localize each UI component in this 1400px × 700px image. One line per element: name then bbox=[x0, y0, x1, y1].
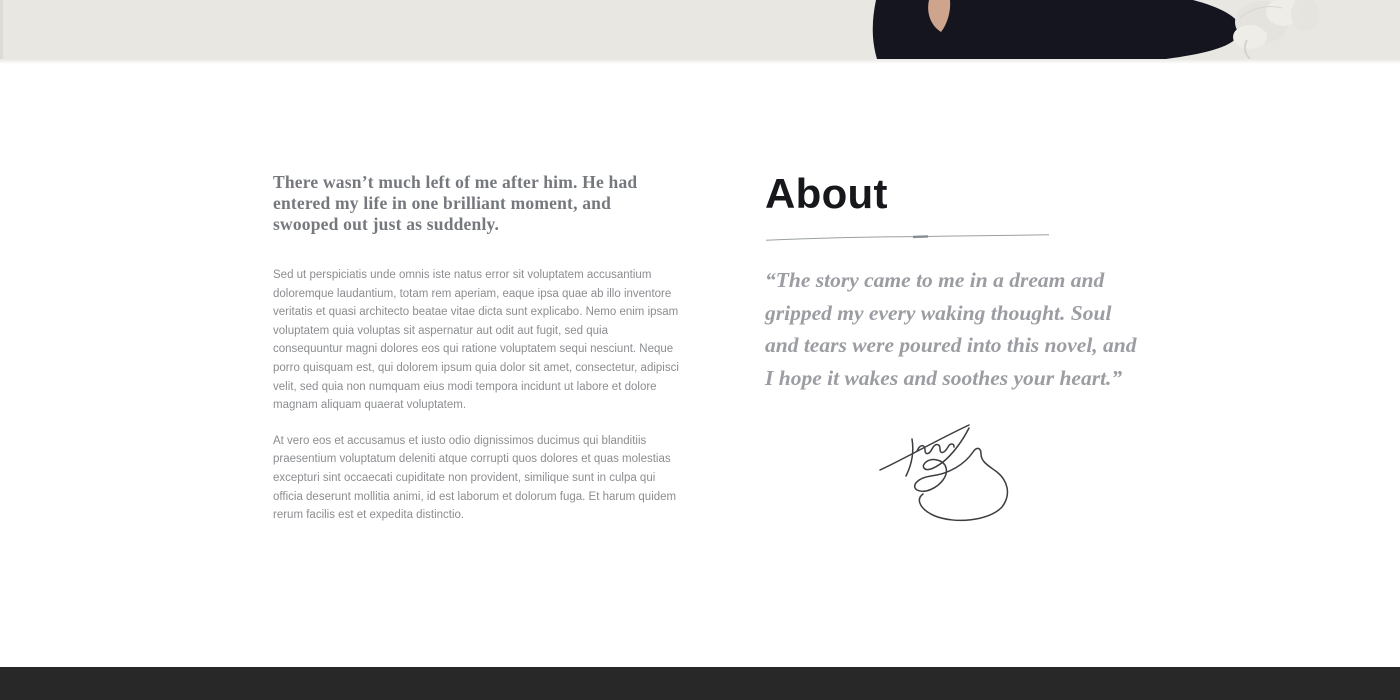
band-shadow-divider bbox=[0, 59, 1400, 64]
story-paragraph: Sed ut perspiciatis unde omnis iste natus error sit voluptatem accusantium doloremque laudantium, totam rem aperiam, eaque ipsa quae ab illo inventore veritatis et quasi architecto beatae vitae dicta sunt explicabo. Nemo enim ipsam voluptatem quia voluptas sit aspernatur aut odit aut fugit, sed quia consequuntur magni dolores eos qui ratione voluptatem sequi nesciunt. Neque porro quisquam est, qui dolorem ipsum quia dolor sit amet, consectetur, adipisci velit, sed quia non numquam eius modi tempora incidunt ut labore et dolore magnam aliquam quaerat voluptatem. bbox=[273, 269, 679, 412]
about-section bbox=[765, 170, 1143, 525]
hero-photo bbox=[0, 0, 1400, 59]
flower-shape bbox=[1233, 0, 1319, 59]
story-paragraph: At vero eos et accusamus et iusto odio dignissimos ducimus qui blanditiis praesentium voluptatum deleniti atque corrupti quos dolores et quas molestias excepturi sint occaecati cupiditate non provident, similique sunt in culpa qui officia deserunt mollitia animi, id est laborum et dolorum fuga. Et harum quidem rerum facilis est et expedita distinctio. bbox=[273, 434, 677, 522]
about-title: About bbox=[765, 170, 888, 217]
footer-bar bbox=[0, 667, 1400, 700]
story-section bbox=[273, 172, 680, 525]
signature-icon bbox=[877, 420, 1017, 525]
photo-edge-shade bbox=[0, 0, 3, 59]
dress-silhouette bbox=[873, 0, 1241, 59]
story-heading: There wasn’t much left of me after him. He had entered my life in one brilliant moment, and swooped out just as suddenly. bbox=[273, 172, 638, 234]
author-quote: “The story came to me in a dream and gripped my every waking thought. Soul and tears were poured into this novel, and I hope it wakes and soothes your heart.” bbox=[765, 268, 1137, 390]
hero-photo-band bbox=[0, 0, 1400, 59]
handdrawn-underline-icon bbox=[765, 232, 1050, 242]
